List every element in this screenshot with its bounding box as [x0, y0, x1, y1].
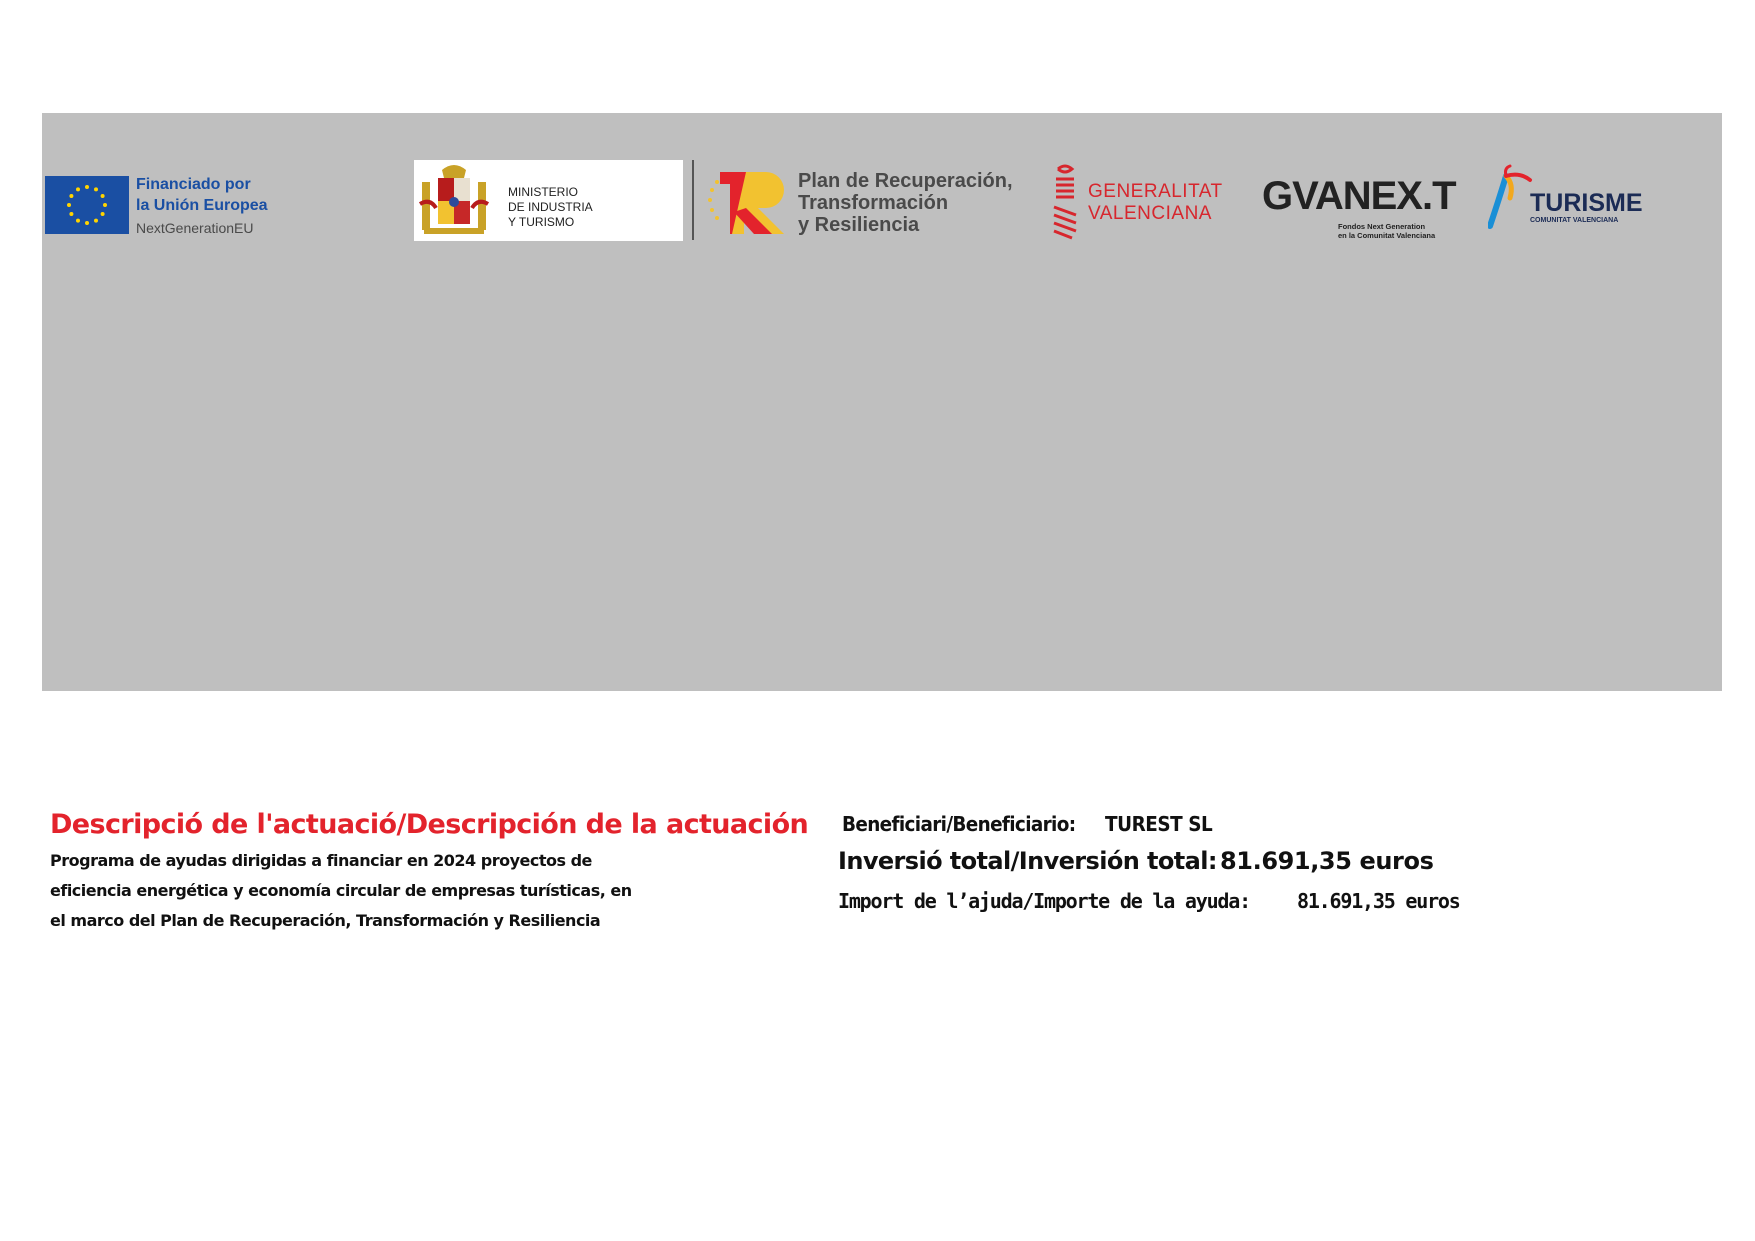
- eu-logo-line3: NextGenerationEU: [136, 220, 254, 236]
- turisme-palm-icon: [1488, 164, 1534, 230]
- gvanext-sub-line1: Fondos Next Generation: [1338, 222, 1426, 231]
- ministerio-line1: MINISTERIO: [508, 185, 579, 199]
- turisme-logo-text: TURISME: [1530, 189, 1643, 217]
- beneficiary-value: TUREST SL: [1105, 812, 1213, 836]
- generalitat-line1: GENERALITAT: [1088, 181, 1223, 202]
- ministerio-line3: Y TURISMO: [508, 215, 575, 229]
- aid-amount-value: 81.691,35 euros: [1297, 889, 1460, 913]
- coat-of-arms-icon: [414, 160, 494, 241]
- plan-line2: Transformación: [798, 192, 949, 214]
- plan-recuperacion-icon: [706, 164, 792, 238]
- gvanext-logo-main: GVANEX.T: [1262, 174, 1456, 218]
- investment-value: 81.691,35 euros: [1220, 847, 1434, 875]
- generalitat-line2: VALENCIANA: [1088, 203, 1212, 224]
- logo-divider: [692, 160, 694, 240]
- eu-logo-line1: Financiado por: [136, 176, 251, 193]
- description-line-2: eficiencia energética y economía circular de empresas turísticas, en: [50, 881, 632, 900]
- investment-label: Inversió total/Inversión total:: [838, 847, 1217, 875]
- beneficiary-label: Beneficiari/Beneficiario:: [842, 812, 1076, 836]
- description-line-3: el marco del Plan de Recuperación, Transformación y Resiliencia: [50, 911, 601, 930]
- aid-amount-label: Import de l’ajuda/Importe de la ayuda:: [838, 889, 1250, 913]
- ministerio-line2: DE INDUSTRIA: [508, 200, 593, 214]
- eu-logo-line2: la Unión Europea: [136, 197, 268, 214]
- plan-line3: y Resiliencia: [798, 214, 920, 236]
- gvanext-sub-line2: en la Comunitat Valenciana: [1338, 231, 1436, 240]
- turisme-logo-subtitle: COMUNITAT VALENCIANA: [1530, 217, 1619, 224]
- description-line-1: Programa de ayudas dirigidas a financiar en 2024 proyectos de: [50, 851, 592, 870]
- plan-line1: Plan de Recuperación,: [798, 170, 1013, 192]
- description-title: Descripció de l'actuació/Descripción de la actuación: [50, 809, 809, 840]
- eu-flag-icon: [45, 176, 129, 234]
- generalitat-emblem-icon: [1050, 163, 1080, 241]
- gvanext-logo-text: [1262, 174, 1456, 218]
